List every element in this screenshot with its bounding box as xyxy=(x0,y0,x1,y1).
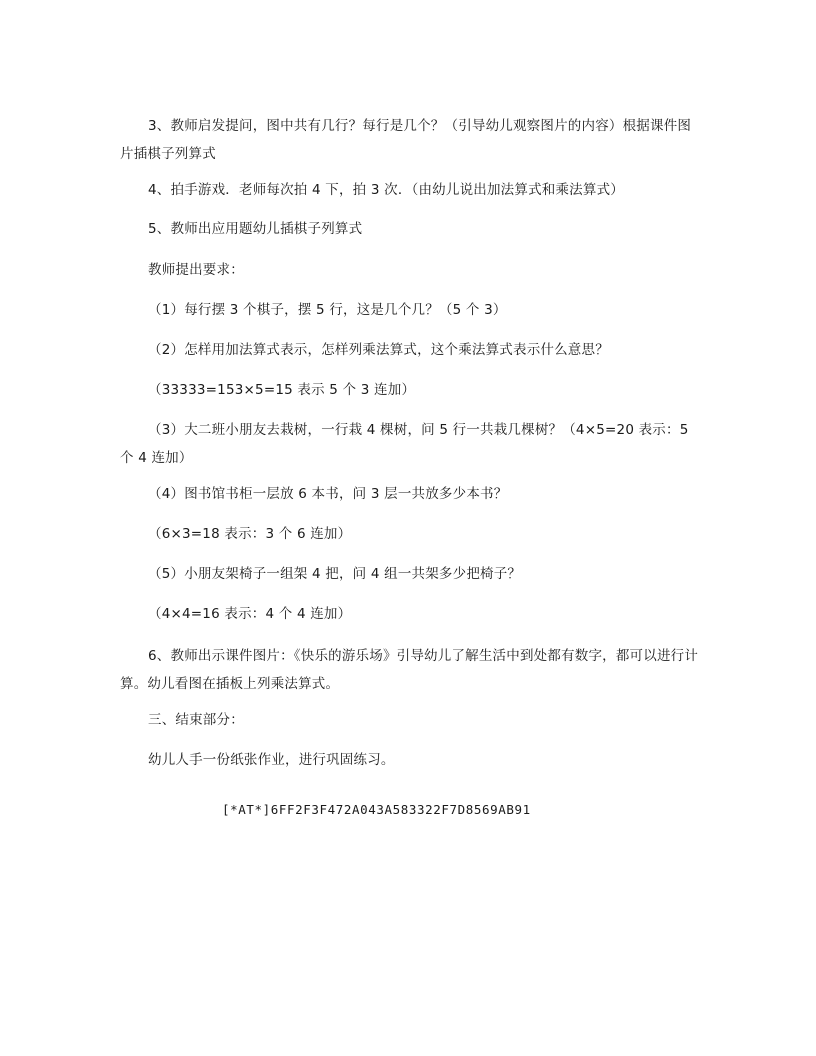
question-3: （3）大二班小朋友去栽树，一行栽 4 棵树，问 5 行一共栽几棵树？（4×5=20 表示：5 个 4 连加） xyxy=(120,422,689,466)
paragraph-requirements: 教师提出要求： xyxy=(148,262,244,278)
question-4: （4）图书馆书柜一层放 6 本书，问 3 层一共放多少本书？ xyxy=(148,486,508,502)
question-5: （5）小朋友架椅子一组架 4 把，问 4 组一共架多少把椅子？ xyxy=(148,566,522,582)
paragraph-step-4: 4、拍手游戏．老师每次拍 4 下，拍 3 次．（由幼儿说出加法算式和乘法算式） xyxy=(148,182,624,198)
section-heading-ending: 三、结束部分： xyxy=(148,712,244,728)
paragraph-homework: 幼儿人手一份纸张作业，进行巩固练习。 xyxy=(148,752,395,768)
document-code: [*AT*]6FF2F3F472A043A583322F7D8569AB91 xyxy=(222,802,531,817)
answer-4: （6×3=18 表示：3 个 6 连加） xyxy=(148,526,352,542)
answer-5: （4×4=16 表示：4 个 4 连加） xyxy=(148,606,352,622)
question-1: （1）每行摆 3 个棋子，摆 5 行，这是几个几？（5 个 3） xyxy=(148,302,507,318)
paragraph-step-6: 6、教师出示课件图片：《快乐的游乐场》引导幼儿了解生活中到处都有数字，都可以进行计算。幼儿看图在插板上列乘法算式。 xyxy=(120,648,699,692)
paragraph-step-3: 3、教师启发提问，图中共有几行？每行是几个？（引导幼儿观察图片的内容）根据课件图片插棋子列算式 xyxy=(120,118,692,162)
question-2: （2）怎样用加法算式表示，怎样列乘法算式，这个乘法算式表示什么意思？ xyxy=(148,342,609,358)
answer-2: （33333=153×5=15 表示 5 个 3 连加） xyxy=(148,382,416,398)
paragraph-step-5: 5、教师出应用题幼儿插棋子列算式 xyxy=(148,221,363,237)
